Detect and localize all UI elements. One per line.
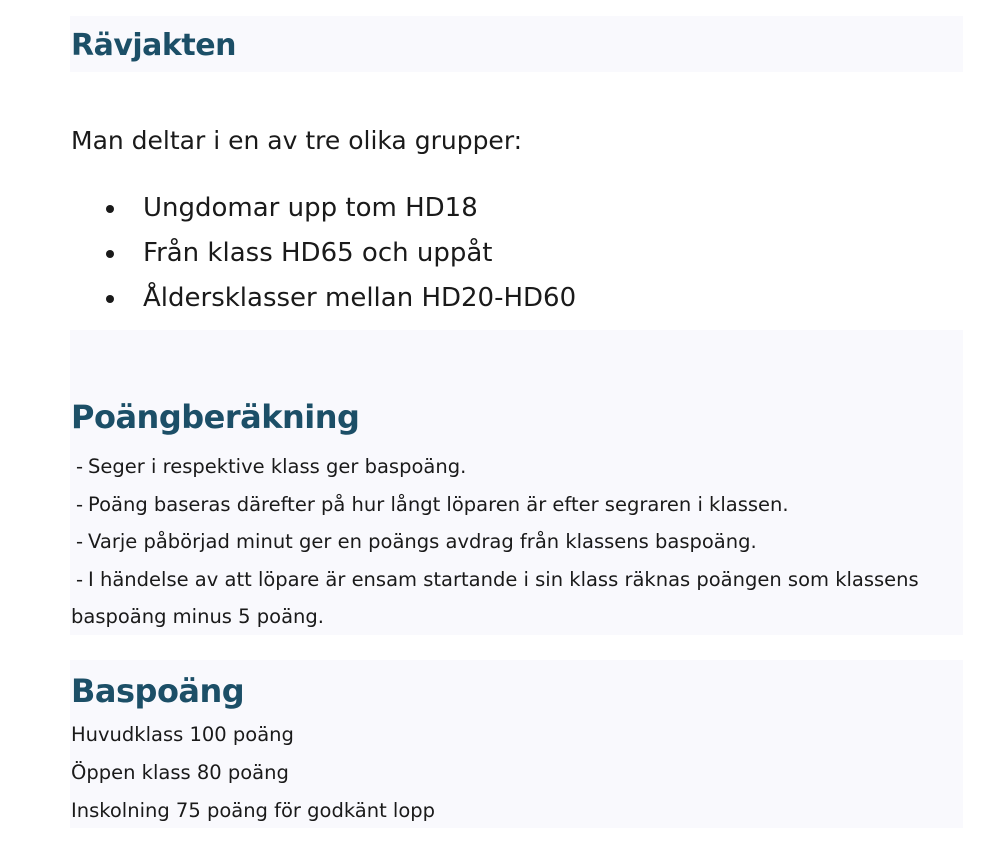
page-title: Rävjakten	[71, 28, 236, 63]
dash-bullet: -	[76, 530, 84, 553]
dash-bullet: -	[76, 567, 84, 591]
dash-bullet: -	[76, 492, 84, 516]
list-item: Huvudklass 100 poäng	[71, 723, 294, 746]
base-points-list	[71, 716, 435, 830]
base-points-heading: Baspoäng	[71, 672, 245, 710]
rule-item	[71, 448, 941, 486]
rule-item	[71, 523, 941, 561]
rule-item	[71, 486, 941, 524]
list-item: Åldersklasser mellan HD20-HD60	[106, 276, 576, 321]
intro-text: Man deltar i en av tre olika grupper:	[71, 126, 523, 155]
list-item: Ungdomar upp tom HD18	[106, 186, 576, 231]
points-heading: Poängberäkning	[71, 398, 360, 436]
rule-text: Seger i respektive klass ger baspoäng.	[88, 455, 467, 478]
rule-text: Poäng baseras därefter på hur långt löparen är efter segraren i klassen.	[88, 492, 789, 516]
points-rules	[71, 448, 941, 636]
rule-item	[71, 561, 941, 636]
list-item: Öppen klass 80 poäng	[71, 761, 289, 784]
list-item: Inskolning 75 poäng för godkänt lopp	[71, 799, 436, 822]
rule-text: Varje påbörjad minut ger en poängs avdrag från klassens baspoäng.	[88, 530, 757, 553]
dash-bullet: -	[76, 455, 84, 478]
rule-text: I händelse av att löpare är ensam startande i sin klass räknas poängen som klassens baspoäng minus 5 poäng.	[71, 567, 919, 628]
list-item: Från klass HD65 och uppåt	[106, 231, 576, 276]
group-list	[106, 186, 576, 321]
